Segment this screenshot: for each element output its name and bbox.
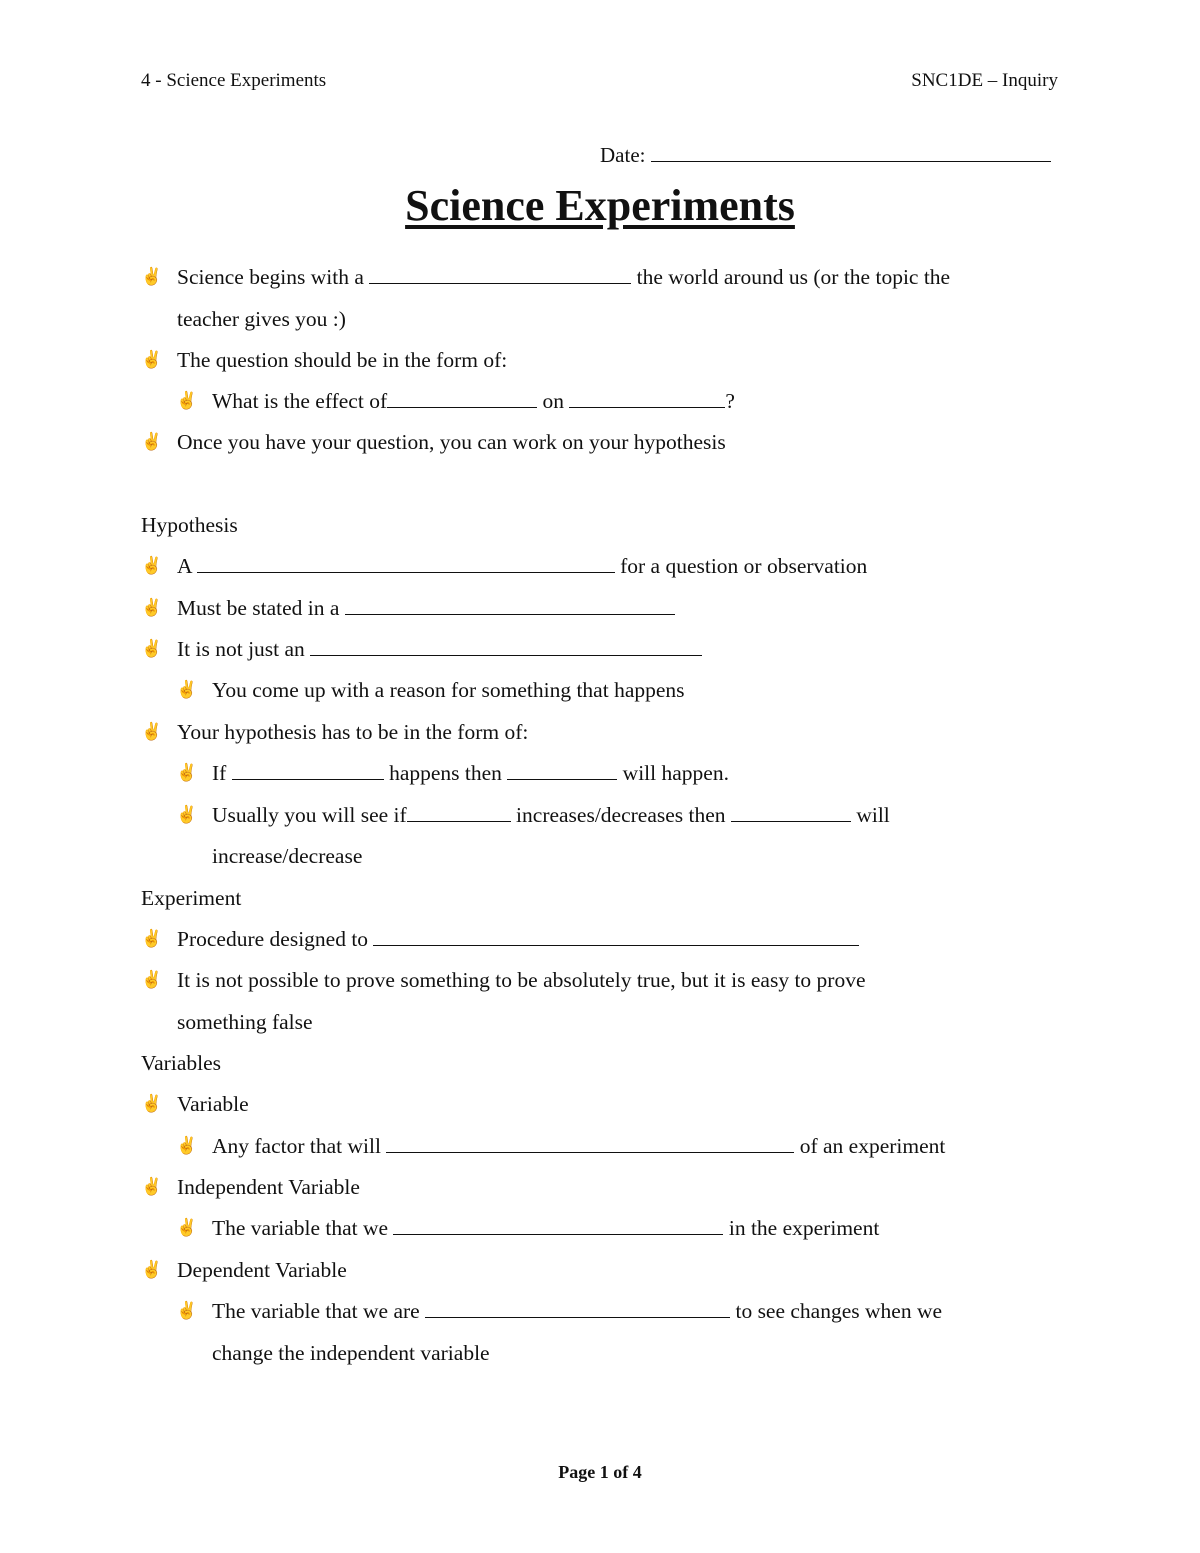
sub-list-item-continued: increase/decrease	[212, 844, 363, 868]
checkmark-hand-icon: ✌	[141, 350, 163, 369]
list-item: Your hypothesis has to be in the form of:	[177, 720, 529, 744]
header-right: SNC1DE – Inquiry	[911, 70, 1058, 91]
checkmark-hand-icon: ✌	[176, 1301, 198, 1320]
text: The variable that we	[212, 1216, 389, 1240]
answer-blank	[386, 1134, 794, 1153]
section-heading-hypothesis: Hypothesis	[141, 513, 238, 537]
text: of an experiment	[799, 1134, 946, 1158]
text: A	[177, 554, 192, 578]
sub-list-item	[212, 802, 890, 828]
answer-blank	[731, 803, 851, 822]
text: will happen.	[622, 761, 729, 785]
text: in the experiment	[728, 1216, 880, 1240]
checkmark-hand-icon: ✌	[141, 1177, 163, 1196]
sub-list-item: You come up with a reason for something that happens	[212, 678, 685, 702]
checkmark-hand-icon: ✌	[141, 970, 163, 989]
checkmark-hand-icon: ✌	[176, 805, 198, 824]
text: Usually you will see if	[212, 803, 407, 827]
checkmark-hand-icon: ✌	[141, 639, 163, 658]
checkmark-hand-icon: ✌	[141, 929, 163, 948]
text: The variable that we are	[212, 1299, 420, 1323]
section-heading-variables: Variables	[141, 1051, 221, 1075]
header-left: 4 - Science Experiments	[141, 70, 327, 91]
answer-blank	[393, 1216, 723, 1235]
list-item	[177, 926, 859, 952]
answer-blank	[507, 761, 617, 780]
answer-blank	[387, 389, 537, 408]
date-blank	[651, 143, 1051, 162]
sub-list-item	[212, 760, 729, 786]
list-item	[177, 636, 702, 662]
text: It is not just an	[177, 637, 305, 661]
text: Must be stated in a	[177, 596, 340, 620]
sub-list-item	[212, 1215, 879, 1241]
list-item	[177, 264, 950, 290]
text: ?	[725, 389, 735, 413]
checkmark-hand-icon: ✌	[176, 391, 198, 410]
list-item: Dependent Variable	[177, 1258, 347, 1282]
answer-blank	[369, 265, 631, 284]
text: If	[212, 761, 227, 785]
sub-list-item	[212, 1133, 945, 1159]
page-footer: Page 1 of 4	[558, 1462, 642, 1482]
checkmark-hand-icon: ✌	[141, 1094, 163, 1113]
list-item: Independent Variable	[177, 1175, 360, 1199]
checkmark-hand-icon: ✌	[141, 722, 163, 741]
sub-list-item-continued: change the independent variable	[212, 1341, 490, 1365]
checkmark-hand-icon: ✌	[141, 432, 163, 451]
date-label: Date:	[600, 143, 646, 167]
text: Science begins with a	[177, 265, 364, 289]
checkmark-hand-icon: ✌	[176, 1218, 198, 1237]
page-title: Science Experiments	[405, 181, 795, 230]
sub-list-item	[212, 1298, 942, 1324]
checkmark-hand-icon: ✌	[141, 556, 163, 575]
text: Any factor that will	[212, 1134, 381, 1158]
date-field	[600, 143, 1051, 168]
answer-blank	[407, 803, 511, 822]
answer-blank	[425, 1299, 730, 1318]
text: for a question or observation	[620, 554, 868, 578]
checkmark-hand-icon: ✌	[141, 1260, 163, 1279]
answer-blank	[197, 554, 615, 573]
answer-blank	[345, 596, 675, 615]
list-item: Once you have your question, you can work on your hypothesis	[177, 430, 726, 454]
text: the world around us (or the topic the	[636, 265, 951, 289]
section-heading-experiment: Experiment	[141, 886, 242, 910]
text: Procedure designed to	[177, 927, 369, 951]
answer-blank	[373, 927, 859, 946]
list-item-continued: teacher gives you :)	[177, 307, 346, 331]
list-item	[177, 595, 675, 621]
sub-list-item	[212, 388, 735, 414]
checkmark-hand-icon: ✌	[141, 598, 163, 617]
answer-blank	[569, 389, 725, 408]
list-item	[177, 553, 867, 579]
text: on	[542, 389, 564, 413]
text: to see changes when we	[735, 1299, 943, 1323]
list-item-continued: something false	[177, 1010, 313, 1034]
checkmark-hand-icon: ✌	[176, 1136, 198, 1155]
answer-blank	[310, 637, 702, 656]
text: happens then	[389, 761, 502, 785]
checkmark-hand-icon: ✌	[141, 267, 163, 286]
list-item: Variable	[177, 1092, 249, 1116]
list-item: The question should be in the form of:	[177, 348, 508, 372]
text: What is the effect of	[212, 389, 388, 413]
list-item: It is not possible to prove something to be absolutely true, but it is easy to prove	[177, 968, 866, 992]
text: will	[856, 803, 890, 827]
checkmark-hand-icon: ✌	[176, 680, 198, 699]
answer-blank	[232, 761, 384, 780]
text: increases/decreases then	[516, 803, 726, 827]
checkmark-hand-icon: ✌	[176, 763, 198, 782]
